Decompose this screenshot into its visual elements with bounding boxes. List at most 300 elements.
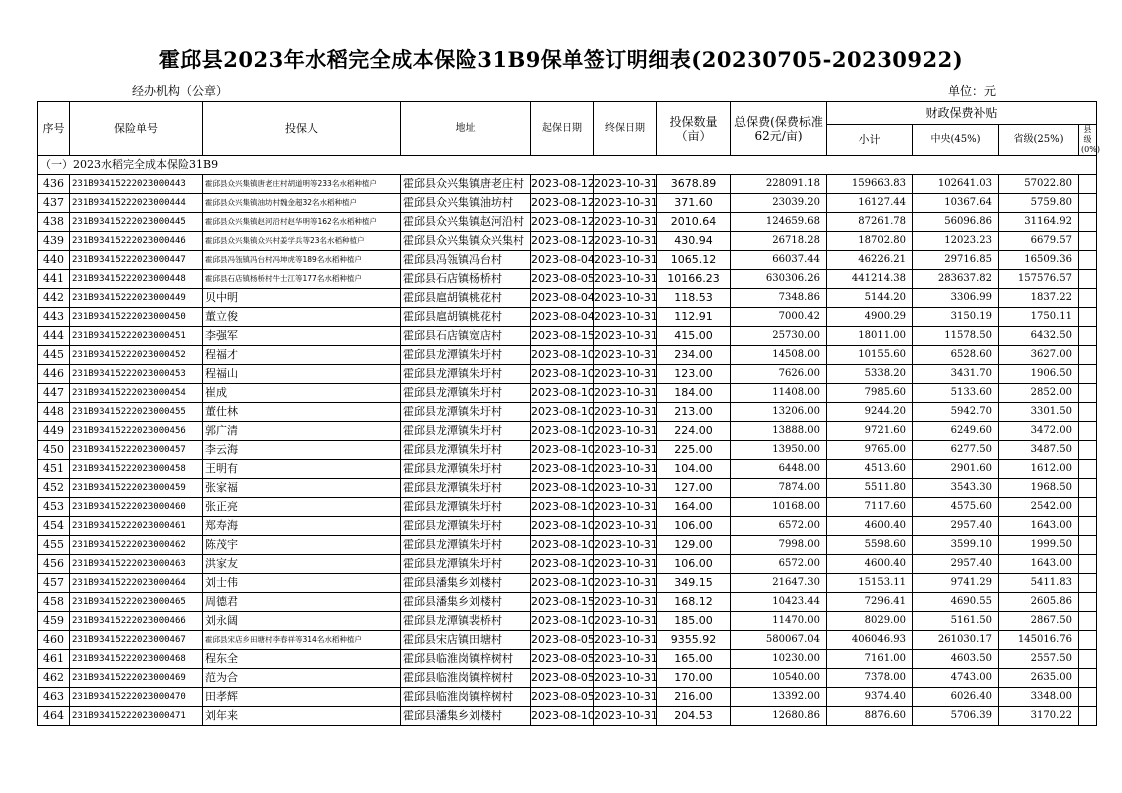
start-date-cell: 2023-08-12	[531, 175, 594, 194]
total-premium-cell: 25730.00	[731, 327, 827, 346]
row-number-cell: 464	[38, 707, 70, 726]
address-cell: 霍邱县龙潭镇朱圩村	[401, 460, 531, 479]
start-date-cell: 2023-08-10	[531, 460, 594, 479]
subsidy-subtotal-cell: 7378.00	[827, 669, 913, 688]
end-date-cell: 2023-10-31	[594, 574, 657, 593]
header-address: 地址	[401, 102, 531, 156]
end-date-cell: 2023-10-31	[594, 517, 657, 536]
quantity-cell: 225.00	[657, 441, 731, 460]
subsidy-central-cell: 6249.60	[913, 422, 999, 441]
subsidy-province-cell: 6679.57	[999, 232, 1079, 251]
subsidy-county-cell	[1079, 251, 1097, 270]
insured-name-cell: 霍邱县众兴集镇众兴村姜学兵等23名水稻种植户	[203, 232, 401, 251]
row-number-cell: 458	[38, 593, 70, 612]
start-date-cell: 2023-08-05	[531, 631, 594, 650]
subsidy-county-cell	[1079, 650, 1097, 669]
end-date-cell: 2023-10-31	[594, 422, 657, 441]
start-date-cell: 2023-08-10	[531, 403, 594, 422]
table-row	[38, 251, 1097, 270]
address-cell: 霍邱县众兴集镇唐老庄村	[401, 175, 531, 194]
quantity-cell: 415.00	[657, 327, 731, 346]
quantity-cell: 185.00	[657, 612, 731, 631]
policy-number-cell: 231B93415222023000450	[70, 308, 203, 327]
total-premium-cell: 10230.00	[731, 650, 827, 669]
total-premium-cell: 13392.00	[731, 688, 827, 707]
subsidy-county-cell	[1079, 517, 1097, 536]
total-premium-cell: 14508.00	[731, 346, 827, 365]
start-date-cell: 2023-08-15	[531, 593, 594, 612]
policy-number-cell: 231B93415222023000467	[70, 631, 203, 650]
subsidy-subtotal-cell: 7161.00	[827, 650, 913, 669]
insured-name-cell: 霍邱县宋店乡田塘村李春祥等314名水稻种植户	[203, 631, 401, 650]
header-quantity: 投保数量（亩）	[657, 102, 731, 156]
policy-number-cell: 231B93415222023000444	[70, 194, 203, 213]
subsidy-county-cell	[1079, 327, 1097, 346]
subsidy-subtotal-cell: 18011.00	[827, 327, 913, 346]
subsidy-county-cell	[1079, 194, 1097, 213]
table-row	[38, 669, 1097, 688]
subsidy-central-cell: 4690.55	[913, 593, 999, 612]
table-row	[38, 384, 1097, 403]
row-number-cell: 436	[38, 175, 70, 194]
total-premium-cell: 23039.20	[731, 194, 827, 213]
policy-number-cell: 231B93415222023000461	[70, 517, 203, 536]
insured-name-cell: 郭广清	[203, 422, 401, 441]
address-cell: 霍邱县龙潭镇朱圩村	[401, 555, 531, 574]
subsidy-county-cell	[1079, 441, 1097, 460]
address-cell: 霍邱县龙潭镇朱圩村	[401, 536, 531, 555]
start-date-cell: 2023-08-04	[531, 308, 594, 327]
header-subtotal: 小计	[827, 125, 913, 156]
quantity-cell: 216.00	[657, 688, 731, 707]
policy-number-cell: 231B93415222023000465	[70, 593, 203, 612]
row-number-cell: 462	[38, 669, 70, 688]
subsidy-subtotal-cell: 159663.83	[827, 175, 913, 194]
insured-name-cell: 陈茂宇	[203, 536, 401, 555]
insured-name-cell: 李强军	[203, 327, 401, 346]
subsidy-central-cell: 102641.03	[913, 175, 999, 194]
policy-number-cell: 231B93415222023000443	[70, 175, 203, 194]
policy-number-cell: 231B93415222023000464	[70, 574, 203, 593]
subsidy-central-cell: 2957.40	[913, 517, 999, 536]
total-premium-cell: 6448.00	[731, 460, 827, 479]
subsidy-central-cell: 4575.60	[913, 498, 999, 517]
subsidy-province-cell: 145016.76	[999, 631, 1079, 650]
table-row	[38, 460, 1097, 479]
address-cell: 霍邱县龙潭镇朱圩村	[401, 479, 531, 498]
quantity-cell: 170.00	[657, 669, 731, 688]
end-date-cell: 2023-10-31	[594, 650, 657, 669]
address-cell: 霍邱县龙潭镇朱圩村	[401, 384, 531, 403]
start-date-cell: 2023-08-10	[531, 422, 594, 441]
subsidy-subtotal-cell: 8029.00	[827, 612, 913, 631]
quantity-cell: 224.00	[657, 422, 731, 441]
row-number-cell: 459	[38, 612, 70, 631]
total-premium-cell: 11470.00	[731, 612, 827, 631]
subsidy-subtotal-cell: 18702.80	[827, 232, 913, 251]
subsidy-subtotal-cell: 15153.11	[827, 574, 913, 593]
subsidy-county-cell	[1079, 536, 1097, 555]
end-date-cell: 2023-10-31	[594, 365, 657, 384]
row-number-cell: 446	[38, 365, 70, 384]
header-end-date: 终保日期	[594, 102, 657, 156]
subsidy-county-cell	[1079, 460, 1097, 479]
insured-name-cell: 郑寿海	[203, 517, 401, 536]
subsidy-province-cell: 1968.50	[999, 479, 1079, 498]
subsidy-central-cell: 5942.70	[913, 403, 999, 422]
table-row	[38, 270, 1097, 289]
start-date-cell: 2023-08-12	[531, 194, 594, 213]
start-date-cell: 2023-08-05	[531, 688, 594, 707]
row-number-cell: 460	[38, 631, 70, 650]
address-cell: 霍邱县龙潭镇朱圩村	[401, 498, 531, 517]
table-row	[38, 536, 1097, 555]
address-cell: 霍邱县龙潭镇裴桥村	[401, 612, 531, 631]
page-title: 霍邱县2023年水稻完全成本保险31B9保单签订明细表(20230705-20230922)	[158, 47, 964, 72]
subsidy-province-cell: 2605.86	[999, 593, 1079, 612]
subsidy-county-cell	[1079, 346, 1097, 365]
end-date-cell: 2023-10-31	[594, 460, 657, 479]
subsidy-province-cell: 2557.50	[999, 650, 1079, 669]
subsidy-province-cell: 1906.50	[999, 365, 1079, 384]
address-cell: 霍邱县临淮岗镇梓树村	[401, 650, 531, 669]
total-premium-cell: 580067.04	[731, 631, 827, 650]
address-cell: 霍邱县石店镇杨桥村	[401, 270, 531, 289]
table-row	[38, 612, 1097, 631]
subsidy-central-cell: 6528.60	[913, 346, 999, 365]
address-cell: 霍邱县冯瓴镇冯台村	[401, 251, 531, 270]
row-number-cell: 453	[38, 498, 70, 517]
table-row	[38, 688, 1097, 707]
subsidy-county-cell	[1079, 669, 1097, 688]
subsidy-central-cell: 2901.60	[913, 460, 999, 479]
subsidy-central-cell: 6277.50	[913, 441, 999, 460]
row-number-cell: 455	[38, 536, 70, 555]
quantity-cell: 106.00	[657, 555, 731, 574]
row-number-cell: 447	[38, 384, 70, 403]
policy-number-cell: 231B93415222023000470	[70, 688, 203, 707]
end-date-cell: 2023-10-31	[594, 403, 657, 422]
end-date-cell: 2023-10-31	[594, 593, 657, 612]
insured-name-cell: 田孝辉	[203, 688, 401, 707]
quantity-cell: 234.00	[657, 346, 731, 365]
policy-number-cell: 231B93415222023000448	[70, 270, 203, 289]
policy-number-cell: 231B93415222023000445	[70, 213, 203, 232]
start-date-cell: 2023-08-10	[531, 441, 594, 460]
address-cell: 霍邱县宋店镇田塘村	[401, 631, 531, 650]
subsidy-province-cell: 1750.11	[999, 308, 1079, 327]
subsidy-province-cell: 3170.22	[999, 707, 1079, 726]
subsidy-province-cell: 1837.22	[999, 289, 1079, 308]
total-premium-cell: 6572.00	[731, 555, 827, 574]
insured-name-cell: 洪家友	[203, 555, 401, 574]
row-number-cell: 437	[38, 194, 70, 213]
subsidy-province-cell: 2542.00	[999, 498, 1079, 517]
subsidy-central-cell: 6026.40	[913, 688, 999, 707]
total-premium-cell: 7626.00	[731, 365, 827, 384]
policy-number-cell: 231B93415222023000452	[70, 346, 203, 365]
policy-number-cell: 231B93415222023000471	[70, 707, 203, 726]
row-number-cell: 463	[38, 688, 70, 707]
policy-number-cell: 231B93415222023000457	[70, 441, 203, 460]
end-date-cell: 2023-10-31	[594, 251, 657, 270]
subsidy-central-cell: 4743.00	[913, 669, 999, 688]
quantity-cell: 9355.92	[657, 631, 731, 650]
header-insured: 投保人	[203, 102, 401, 156]
table-row	[38, 593, 1097, 612]
subsidy-county-cell	[1079, 384, 1097, 403]
row-number-cell: 442	[38, 289, 70, 308]
policy-number-cell: 231B93415222023000446	[70, 232, 203, 251]
start-date-cell: 2023-08-04	[531, 251, 594, 270]
header-seq: 序号	[38, 102, 70, 156]
address-cell: 霍邱县扈胡镇桃花村	[401, 289, 531, 308]
policy-number-cell: 231B93415222023000456	[70, 422, 203, 441]
subsidy-province-cell: 1643.00	[999, 517, 1079, 536]
subsidy-county-cell	[1079, 498, 1097, 517]
unit-label: 单位：元	[948, 84, 997, 98]
total-premium-cell: 10423.44	[731, 593, 827, 612]
quantity-cell: 2010.64	[657, 213, 731, 232]
subsidy-county-cell	[1079, 707, 1097, 726]
insured-name-cell: 刘士伟	[203, 574, 401, 593]
end-date-cell: 2023-10-31	[594, 441, 657, 460]
start-date-cell: 2023-08-10	[531, 555, 594, 574]
end-date-cell: 2023-10-31	[594, 308, 657, 327]
address-cell: 霍邱县龙潭镇朱圩村	[401, 365, 531, 384]
subsidy-central-cell: 29716.85	[913, 251, 999, 270]
table-row	[38, 555, 1097, 574]
subsidy-subtotal-cell: 5144.20	[827, 289, 913, 308]
address-cell: 霍邱县临淮岗镇梓树村	[401, 669, 531, 688]
total-premium-cell: 124659.68	[731, 213, 827, 232]
org-label: 经办机构（公章）	[132, 84, 229, 98]
start-date-cell: 2023-08-10	[531, 707, 594, 726]
subsidy-subtotal-cell: 9721.60	[827, 422, 913, 441]
subsidy-central-cell: 9741.29	[913, 574, 999, 593]
insured-name-cell: 程福山	[203, 365, 401, 384]
policy-number-cell: 231B93415222023000468	[70, 650, 203, 669]
insured-name-cell: 崔成	[203, 384, 401, 403]
start-date-cell: 2023-08-12	[531, 232, 594, 251]
section-label: （一）2023水稻完全成本保险31B9	[38, 156, 1097, 175]
quantity-cell: 127.00	[657, 479, 731, 498]
row-number-cell: 456	[38, 555, 70, 574]
policy-number-cell: 231B93415222023000451	[70, 327, 203, 346]
subsidy-subtotal-cell: 87261.78	[827, 213, 913, 232]
policy-number-cell: 231B93415222023000462	[70, 536, 203, 555]
address-cell: 霍邱县众兴集镇赵河沿村	[401, 213, 531, 232]
address-cell: 霍邱县潘集乡刘楼村	[401, 574, 531, 593]
insured-name-cell: 刘永阔	[203, 612, 401, 631]
policy-number-cell: 231B93415222023000455	[70, 403, 203, 422]
insured-name-cell: 贝中明	[203, 289, 401, 308]
table-row	[38, 175, 1097, 194]
subsidy-province-cell: 3627.00	[999, 346, 1079, 365]
insured-name-cell: 霍邱县众兴集镇唐老庄村胡道明等233名水稻种植户	[203, 175, 401, 194]
subsidy-province-cell: 6432.50	[999, 327, 1079, 346]
end-date-cell: 2023-10-31	[594, 232, 657, 251]
table-row	[38, 631, 1097, 650]
subsidy-county-cell	[1079, 631, 1097, 650]
row-number-cell: 454	[38, 517, 70, 536]
table-row	[38, 650, 1097, 669]
insured-name-cell: 范为合	[203, 669, 401, 688]
end-date-cell: 2023-10-31	[594, 555, 657, 574]
header-province: 省级(25%)	[999, 125, 1079, 156]
insured-name-cell: 程福才	[203, 346, 401, 365]
subsidy-subtotal-cell: 4600.40	[827, 517, 913, 536]
policy-number-cell: 231B93415222023000453	[70, 365, 203, 384]
start-date-cell: 2023-08-10	[531, 365, 594, 384]
row-number-cell: 445	[38, 346, 70, 365]
total-premium-cell: 10540.00	[731, 669, 827, 688]
end-date-cell: 2023-10-31	[594, 669, 657, 688]
policy-number-cell: 231B93415222023000463	[70, 555, 203, 574]
table-row	[38, 194, 1097, 213]
subsidy-subtotal-cell: 5511.80	[827, 479, 913, 498]
insured-name-cell: 张家福	[203, 479, 401, 498]
subsidy-province-cell: 5759.80	[999, 194, 1079, 213]
quantity-cell: 3678.89	[657, 175, 731, 194]
subsidy-province-cell: 5411.83	[999, 574, 1079, 593]
quantity-cell: 129.00	[657, 536, 731, 555]
insured-name-cell: 霍邱县石店镇杨桥村牛士江等177名水稻种植户	[203, 270, 401, 289]
quantity-cell: 430.94	[657, 232, 731, 251]
subsidy-province-cell: 16509.36	[999, 251, 1079, 270]
table-row	[38, 289, 1097, 308]
subsidy-county-cell	[1079, 270, 1097, 289]
policy-number-cell: 231B93415222023000447	[70, 251, 203, 270]
table-row	[38, 479, 1097, 498]
subsidy-province-cell: 2635.00	[999, 669, 1079, 688]
policy-number-cell: 231B93415222023000460	[70, 498, 203, 517]
total-premium-cell: 21647.30	[731, 574, 827, 593]
insured-name-cell: 霍邱县众兴集镇赵河沿村赵华明等162名水稻种植户	[203, 213, 401, 232]
table-row	[38, 422, 1097, 441]
subsidy-central-cell: 3543.30	[913, 479, 999, 498]
subsidy-subtotal-cell: 4600.40	[827, 555, 913, 574]
end-date-cell: 2023-10-31	[594, 384, 657, 403]
header-premium: 总保费(保费标准62元/亩)	[731, 102, 827, 156]
table-row	[38, 213, 1097, 232]
address-cell: 霍邱县潘集乡刘楼村	[401, 707, 531, 726]
table-row	[38, 707, 1097, 726]
subsidy-province-cell: 1612.00	[999, 460, 1079, 479]
quantity-cell: 1065.12	[657, 251, 731, 270]
subsidy-county-cell	[1079, 289, 1097, 308]
table-row	[38, 403, 1097, 422]
row-number-cell: 438	[38, 213, 70, 232]
quantity-cell: 104.00	[657, 460, 731, 479]
subsidy-central-cell: 56096.86	[913, 213, 999, 232]
header-county: 县级(0%)	[1079, 125, 1097, 156]
quantity-cell: 123.00	[657, 365, 731, 384]
insured-name-cell: 霍邱县冯瓴镇冯台村冯坤虎等189名水稻种植户	[203, 251, 401, 270]
subsidy-province-cell: 3487.50	[999, 441, 1079, 460]
row-number-cell: 439	[38, 232, 70, 251]
insured-name-cell: 董立俊	[203, 308, 401, 327]
subsidy-subtotal-cell: 10155.60	[827, 346, 913, 365]
subsidy-central-cell: 12023.23	[913, 232, 999, 251]
subsidy-province-cell: 1643.00	[999, 555, 1079, 574]
subsidy-central-cell: 3599.10	[913, 536, 999, 555]
insured-name-cell: 董仕林	[203, 403, 401, 422]
end-date-cell: 2023-10-31	[594, 612, 657, 631]
subsidy-county-cell	[1079, 593, 1097, 612]
subsidy-province-cell: 31164.92	[999, 213, 1079, 232]
subsidy-county-cell	[1079, 365, 1097, 384]
table-row	[38, 441, 1097, 460]
subsidy-central-cell: 3431.70	[913, 365, 999, 384]
quantity-cell: 106.00	[657, 517, 731, 536]
start-date-cell: 2023-08-10	[531, 536, 594, 555]
end-date-cell: 2023-10-31	[594, 479, 657, 498]
policy-table	[37, 101, 1100, 726]
table-row	[38, 365, 1097, 384]
end-date-cell: 2023-10-31	[594, 270, 657, 289]
header-policy: 保险单号	[70, 102, 203, 156]
subsidy-central-cell: 11578.50	[913, 327, 999, 346]
header-subsidy: 财政保费补贴	[827, 102, 1097, 125]
total-premium-cell: 26718.28	[731, 232, 827, 251]
subsidy-central-cell: 5161.50	[913, 612, 999, 631]
total-premium-cell: 13206.00	[731, 403, 827, 422]
subsidy-subtotal-cell: 5338.20	[827, 365, 913, 384]
subsidy-central-cell: 4603.50	[913, 650, 999, 669]
total-premium-cell: 630306.26	[731, 270, 827, 289]
table-row	[38, 574, 1097, 593]
policy-number-cell: 231B93415222023000449	[70, 289, 203, 308]
subsidy-county-cell	[1079, 308, 1097, 327]
address-cell: 霍邱县扈胡镇桃花村	[401, 308, 531, 327]
end-date-cell: 2023-10-31	[594, 327, 657, 346]
insured-name-cell: 周德君	[203, 593, 401, 612]
start-date-cell: 2023-08-15	[531, 327, 594, 346]
subsidy-county-cell	[1079, 555, 1097, 574]
address-cell: 霍邱县众兴集镇众兴集村	[401, 232, 531, 251]
subsidy-county-cell	[1079, 688, 1097, 707]
row-number-cell: 450	[38, 441, 70, 460]
subsidy-central-cell: 5706.39	[913, 707, 999, 726]
subsidy-province-cell: 2852.00	[999, 384, 1079, 403]
quantity-cell: 164.00	[657, 498, 731, 517]
total-premium-cell: 7348.86	[731, 289, 827, 308]
insured-name-cell: 李云海	[203, 441, 401, 460]
subsidy-county-cell	[1079, 232, 1097, 251]
subsidy-central-cell: 283637.82	[913, 270, 999, 289]
subsidy-subtotal-cell: 406046.93	[827, 631, 913, 650]
header-start-date: 起保日期	[531, 102, 594, 156]
subsidy-subtotal-cell: 4513.60	[827, 460, 913, 479]
insured-name-cell: 张正亮	[203, 498, 401, 517]
table-row	[38, 232, 1097, 251]
total-premium-cell: 228091.18	[731, 175, 827, 194]
total-premium-cell: 13950.00	[731, 441, 827, 460]
subsidy-central-cell: 5133.60	[913, 384, 999, 403]
insured-name-cell: 程东全	[203, 650, 401, 669]
start-date-cell: 2023-08-10	[531, 498, 594, 517]
address-cell: 霍邱县龙潭镇朱圩村	[401, 422, 531, 441]
table-row	[38, 346, 1097, 365]
subsidy-subtotal-cell: 7985.60	[827, 384, 913, 403]
quantity-cell: 112.91	[657, 308, 731, 327]
table-row	[38, 498, 1097, 517]
end-date-cell: 2023-10-31	[594, 707, 657, 726]
row-number-cell: 451	[38, 460, 70, 479]
quantity-cell: 184.00	[657, 384, 731, 403]
address-cell: 霍邱县众兴集镇油坊村	[401, 194, 531, 213]
